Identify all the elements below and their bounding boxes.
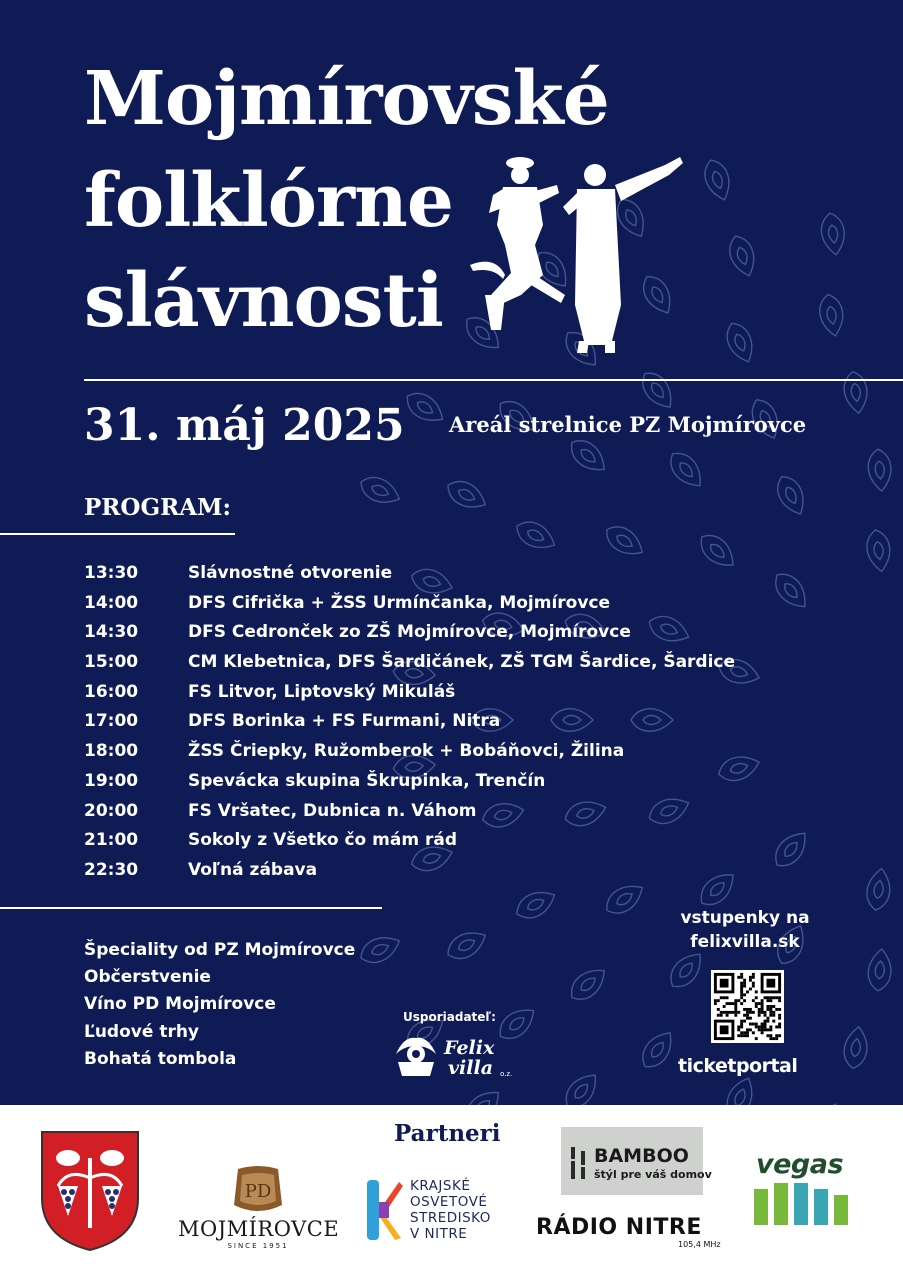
schedule-time: 22:30: [84, 859, 139, 880]
pattern-leaf: [867, 448, 893, 492]
pattern-leaf: [865, 867, 893, 912]
event-date: 31. máj 2025: [84, 400, 405, 451]
folk-dancers-illustration: [465, 145, 695, 355]
schedule-time: 14:00: [84, 592, 139, 613]
qr-code[interactable]: [711, 970, 784, 1043]
kos-line: STREDISKO: [410, 1210, 491, 1226]
schedule-act: DFS Borinka + FS Furmani, Nitra: [188, 711, 501, 732]
pattern-leaf: [636, 1026, 679, 1073]
tickets-info: [665, 906, 825, 954]
schedule-time: 18:00: [84, 741, 139, 762]
pattern-leaf: [865, 528, 893, 573]
kos-line: KRAJSKÉ: [410, 1178, 471, 1194]
schedule-row: [84, 682, 864, 712]
pattern-leaf: [867, 948, 893, 992]
pattern-leaf: [772, 471, 811, 519]
schedule-act: Spevácka skupina Škrupinka, Trenčín: [188, 770, 546, 791]
pattern-leaf: [722, 1074, 759, 1105]
offer-item: Ľudové trhy: [84, 1021, 200, 1042]
schedule-act: DFS Cifrička + ŽSS Urmínčanka, Mojmírovce: [188, 592, 611, 613]
ticketportal-logo: ticketportal: [678, 1055, 798, 1077]
divider-program: [0, 533, 235, 535]
tickets-link[interactable]: felixvilla.sk: [690, 932, 800, 952]
radio-frequency: 105,4 MHz: [678, 1240, 721, 1249]
schedule-act: FS Vršatec, Dubnica n. Váhom: [188, 800, 477, 821]
schedule-time: 20:00: [84, 800, 139, 821]
pattern-leaf: [819, 212, 847, 257]
pattern-leaf: [601, 520, 649, 562]
schedule-time: 15:00: [84, 652, 139, 673]
schedule-row: [84, 593, 864, 623]
pattern-leaf: [443, 475, 491, 514]
pattern-leaf: [700, 156, 735, 203]
schedule-act: Voľná zábava: [188, 859, 318, 880]
pattern-leaf: [636, 367, 679, 414]
schedule-row: [84, 652, 864, 682]
offer-item: Špeciality od PZ Mojmírovce: [84, 940, 356, 960]
pattern-leaf: [356, 931, 404, 969]
coat-of-arms-icon: [38, 1128, 142, 1252]
pattern-leaf: [356, 472, 404, 510]
schedule-time: 19:00: [84, 770, 139, 791]
kos-line: V NITRE: [410, 1226, 468, 1242]
pd-monogram: PD: [244, 1181, 272, 1202]
title-line-3: slávnosti: [84, 258, 443, 344]
program-schedule: [84, 563, 864, 890]
schedule-time: 21:00: [84, 830, 139, 851]
pattern-leaf: [443, 925, 491, 964]
bamboo-tagline: štýl pre váš domov: [594, 1168, 712, 1181]
schedule-row: [84, 563, 864, 593]
schedule-row: [84, 741, 864, 771]
pattern-leaf: [565, 962, 612, 1006]
schedule-row: [84, 830, 864, 860]
pattern-leaf: [722, 319, 759, 366]
felix-villa-logo: [394, 1032, 524, 1082]
divider-top: [84, 379, 903, 381]
oz-suffix: o.z.: [500, 1070, 513, 1078]
pd-name: MOJMÍROVCE: [178, 1217, 340, 1241]
divider-bottom: [0, 907, 382, 909]
event-venue: Areál strelnice PZ Mojmírovce: [449, 412, 807, 437]
radio-nitre-logo: RÁDIO NITRE: [536, 1215, 702, 1240]
offer-item: Víno PD Mojmírovce: [84, 994, 276, 1015]
pattern-leaf: [565, 434, 612, 478]
schedule-act: Slávnostné otvorenie: [188, 563, 393, 583]
partners-strip: [0, 1105, 903, 1275]
schedule-act: CM Klebetnica, DFS Šardičánek, ZŠ TGM Šardice, Šardice: [188, 652, 736, 673]
title-line-1: Mojmírovské: [84, 56, 609, 142]
schedule-row: [84, 711, 864, 741]
kos-line: OSVETOVÉ: [410, 1194, 488, 1210]
schedule-act: Sokoly z Všetko čo mám rád: [188, 830, 457, 851]
kos-logo: [365, 1178, 405, 1242]
pattern-leaf: [842, 370, 870, 415]
pattern-leaf: [401, 387, 448, 429]
pattern-leaf: [664, 447, 709, 493]
pattern-leaf: [512, 885, 560, 924]
offer-item: Občerstvenie: [84, 967, 211, 988]
kos-text: [410, 1178, 491, 1242]
schedule-row: [84, 622, 864, 652]
vegas-logo: vegas: [756, 1149, 844, 1180]
pattern-leaf: [817, 293, 846, 338]
pattern-leaf: [842, 1025, 870, 1070]
bamboo-name: BAMBOO: [594, 1145, 689, 1167]
schedule-time: 17:00: [84, 711, 139, 732]
villa-word: villa: [448, 1057, 494, 1079]
partners-heading: Partneri: [394, 1120, 501, 1147]
pattern-leaf: [725, 232, 760, 279]
schedule-time: 16:00: [84, 681, 139, 702]
schedule-row: [84, 860, 864, 890]
vegas-bars-icon: [754, 1183, 854, 1225]
pattern-leaf: [460, 1084, 506, 1105]
tickets-line-1: vstupenky na: [680, 908, 810, 928]
program-heading: PROGRAM:: [84, 494, 231, 521]
bamboo-icon: [567, 1145, 591, 1181]
felix-word: Felix: [444, 1037, 495, 1059]
schedule-row: [84, 771, 864, 801]
offers-list: [84, 937, 355, 1073]
schedule-row: [84, 801, 864, 831]
schedule-time: 14:30: [84, 622, 139, 643]
title-line-2: folklórne: [84, 158, 453, 244]
offer-item: Bohatá tombola: [84, 1048, 237, 1069]
schedule-act: DFS Cedronček zo ZŠ Mojmírovce, Mojmírovce: [188, 622, 631, 643]
schedule-act: FS Litvor, Liptovský Mikuláš: [188, 681, 456, 702]
schedule-time: 13:30: [84, 563, 139, 583]
schedule-act: ŽSS Čriepky, Ružomberok + Bobáňovci, Žilina: [188, 741, 625, 762]
organizer-label: Usporiadateľ:: [403, 1010, 496, 1024]
pattern-leaf: [559, 1068, 604, 1105]
pd-since: SINCE 1951: [227, 1242, 289, 1250]
pattern-leaf: [512, 516, 560, 555]
